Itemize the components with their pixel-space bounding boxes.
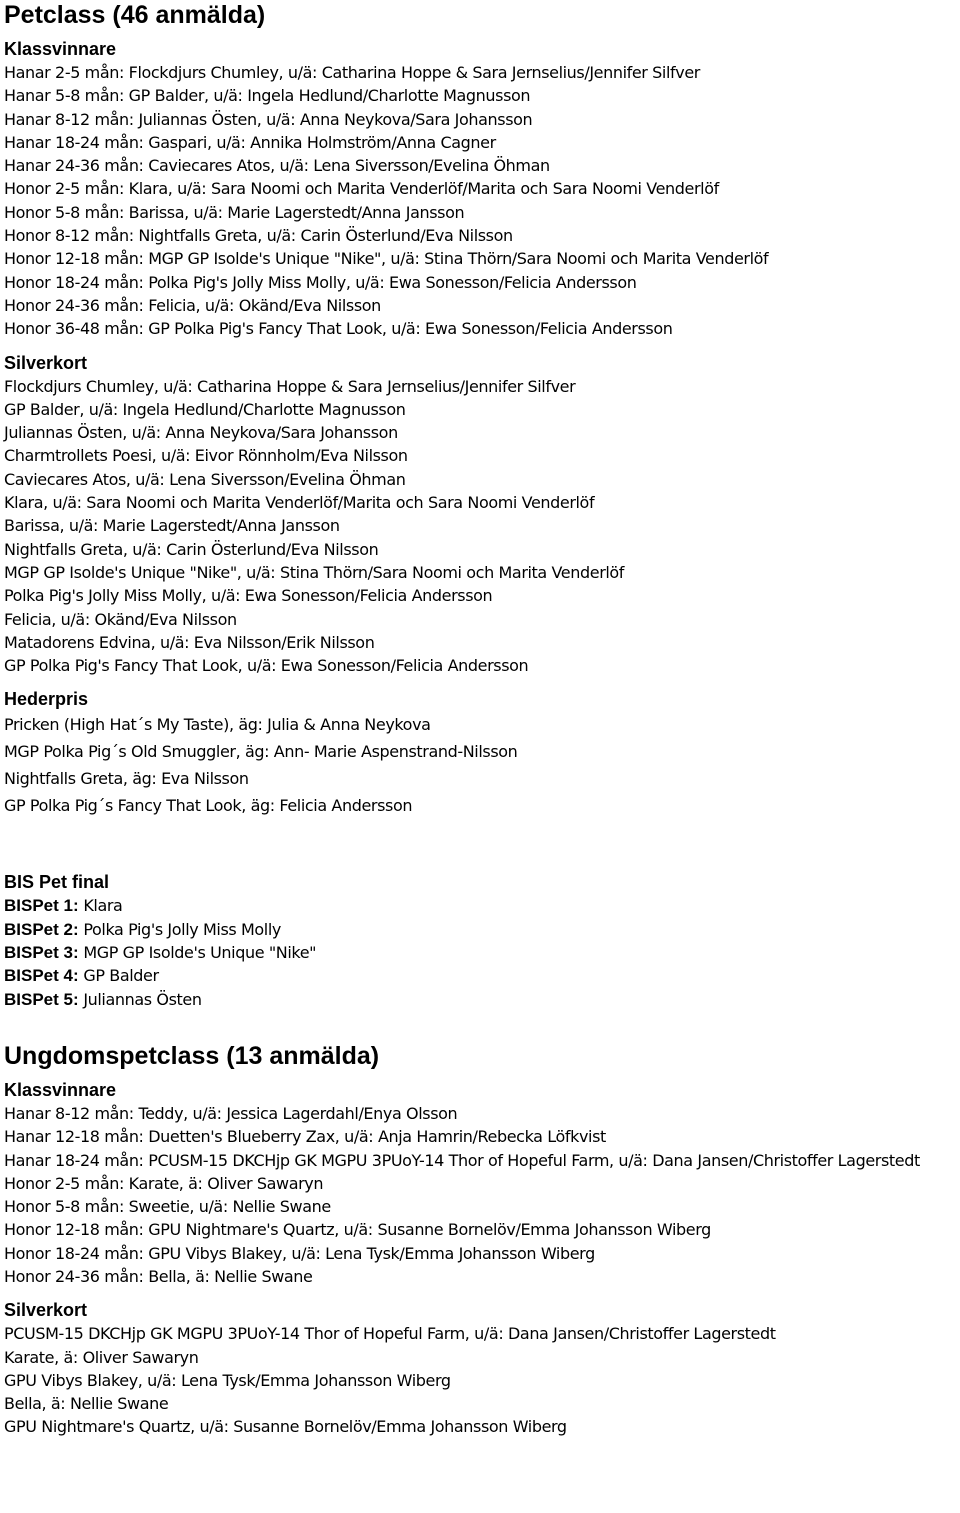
list-item: Felicia, u/ä: Okänd/Eva Nilsson [4,609,237,629]
list-item: GP Polka Pig´s Fancy That Look, äg: Felicia Andersson [4,796,413,816]
list-item: Caviecares Atos, u/ä: Lena Siversson/Evelina Öhman [4,469,406,489]
list-item: Honor 12-18 mån: MGP GP Isolde's Unique "Nike", u/ä: Stina Thörn/Sara Noomi och Marita Venderlöf [4,249,769,269]
list-item: Hanar 5-8 mån: GP Balder, u/ä: Ingela Hedlund/Charlotte Magnusson [4,86,531,106]
list-item: Honor 24-36 mån: Felicia, u/ä: Okänd/Eva Nilsson [4,295,381,315]
section-petclass [4,0,960,1011]
bis-entry [4,964,960,987]
list-item: Honor 24-36 mån: Bella, ä: Nellie Swane [4,1266,313,1286]
bis-entry [4,941,960,964]
list-item: GPU Nightmare's Quartz, u/ä: Susanne Bornelöv/Emma Johansson Wiberg [4,1417,567,1437]
bis-entry [4,918,960,941]
group-lines [4,61,960,341]
list-item: GP Polka Pig's Fancy That Look, u/ä: Ewa Sonesson/Felicia Andersson [4,656,529,676]
list-item: MGP Polka Pig´s Old Smuggler, äg: Ann- Marie Aspenstrand-Nilsson [4,742,518,762]
group-heading-silverkort: Silverkort [4,1300,88,1321]
bis-entries [4,894,960,1010]
bis-entry-label: BISPet 2: [4,919,79,939]
list-item: Polka Pig's Jolly Miss Molly, u/ä: Ewa Sonesson/Felicia Andersson [4,586,493,606]
list-item: Honor 2-5 mån: Karate, ä: Oliver Sawaryn [4,1173,324,1193]
list-item: Nightfalls Greta, äg: Eva Nilsson [4,769,249,789]
list-item: Flockdjurs Chumley, u/ä: Catharina Hoppe & Sara Jernselius/Jennifer Silfver [4,376,576,396]
list-item: Klara, u/ä: Sara Noomi och Marita Venderlöf/Marita och Sara Noomi Venderlöf [4,493,595,513]
list-item: Honor 5-8 mån: Sweetie, u/ä: Nellie Swane [4,1197,331,1217]
list-item: GPU Vibys Blakey, u/ä: Lena Tysk/Emma Johansson Wiberg [4,1370,451,1390]
bis-entry-value: GP Balder [83,966,159,986]
list-item: Honor 5-8 mån: Barissa, u/ä: Marie Lagerstedt/Anna Jansson [4,202,465,222]
section-title: Ungdomspetclass (13 anmälda) [4,1041,380,1070]
section-ungdomspetclass [4,1041,960,1439]
list-item: Hanar 24-36 mån: Caviecares Atos, u/ä: Lena Siversson/Evelina Öhman [4,156,550,176]
list-item: Honor 8-12 mån: Nightfalls Greta, u/ä: Carin Österlund/Eva Nilsson [4,226,513,246]
list-item: PCUSM-15 DKCHjp GK MGPU 3PUoY-14 Thor of Hopeful Farm, u/ä: Dana Jansen/Christoffer Lagerstedt [4,1324,776,1344]
bis-final-block [4,871,960,1010]
group-heading-silverkort: Silverkort [4,352,88,373]
list-item: Honor 36-48 mån: GP Polka Pig's Fancy That Look, u/ä: Ewa Sonesson/Felicia Andersson [4,319,673,339]
group-lines [4,1102,960,1288]
list-item: Hanar 18-24 mån: PCUSM-15 DKCHjp GK MGPU 3PUoY-14 Thor of Hopeful Farm, u/ä: Dana Jansen/Christoffer Lagerstedt [4,1150,920,1170]
list-item: Hanar 2-5 mån: Flockdjurs Chumley, u/ä: Catharina Hoppe & Sara Jernselius/Jennifer Silfver [4,63,700,82]
list-item: Barissa, u/ä: Marie Lagerstedt/Anna Jansson [4,516,340,536]
list-item: MGP GP Isolde's Unique "Nike", u/ä: Stina Thörn/Sara Noomi och Marita Venderlöf [4,562,625,582]
group-heading-klassvinnare: Klassvinnare [4,39,117,59]
list-item: Charmtrollets Poesi, u/ä: Eivor Rönnholm/Eva Nilsson [4,446,408,466]
list-item: Honor 18-24 mån: GPU Vibys Blakey, u/ä: Lena Tysk/Emma Johansson Wiberg [4,1243,595,1263]
bis-entry-value: Polka Pig's Jolly Miss Molly [83,919,281,939]
group-heading-klassvinnare: Klassvinnare [4,1079,117,1100]
bis-entry [4,894,960,917]
list-item: Hanar 18-24 mån: Gaspari, u/ä: Annika Holmström/Anna Cagner [4,132,496,152]
bis-entry-label: BISPet 1: [4,896,79,916]
list-item: Honor 18-24 mån: Polka Pig's Jolly Miss Molly, u/ä: Ewa Sonesson/Felicia Andersson [4,272,637,292]
bis-entry-value: Juliannas Östen [83,989,202,1009]
bis-final-title: BIS Pet final [4,872,110,893]
bis-entry-label: BISPet 3: [4,943,79,963]
list-item: GP Balder, u/ä: Ingela Hedlund/Charlotte Magnusson [4,399,406,419]
section-title: Petclass (46 anmälda) [4,1,266,29]
list-item: Hanar 8-12 mån: Juliannas Östen, u/ä: Anna Neykova/Sara Johansson [4,109,533,129]
list-item: Bella, ä: Nellie Swane [4,1394,169,1414]
bis-entry [4,988,960,1011]
group-lines [4,711,960,819]
list-item: Hanar 8-12 mån: Teddy, u/ä: Jessica Lagerdahl/Enya Olsson [4,1103,458,1123]
list-item: Juliannas Östen, u/ä: Anna Neykova/Sara Johansson [4,423,398,443]
list-item: Matadorens Edvina, u/ä: Eva Nilsson/Erik Nilsson [4,632,375,652]
bis-entry-label: BISPet 5: [4,989,79,1009]
list-item: Honor 2-5 mån: Klara, u/ä: Sara Noomi och Marita Venderlöf/Marita och Sara Noomi Venderlöf [4,179,719,199]
group-lines [4,375,960,678]
group-heading-hederpris: Hederpris [4,689,89,710]
bis-entry-label: BISPet 4: [4,966,79,986]
list-item: Karate, ä: Oliver Sawaryn [4,1347,199,1367]
list-item: Nightfalls Greta, u/ä: Carin Österlund/Eva Nilsson [4,539,379,559]
list-item: Hanar 12-18 mån: Duetten's Blueberry Zax, u/ä: Anja Hamrin/Rebecka Löfkvist [4,1127,606,1147]
bis-entry-value: MGP GP Isolde's Unique "Nike" [83,943,317,963]
bis-entry-value: Klara [83,896,123,916]
list-item: Pricken (High Hat´s My Taste), äg: Julia & Anna Neykova [4,715,431,735]
list-item: Honor 12-18 mån: GPU Nightmare's Quartz, u/ä: Susanne Bornelöv/Emma Johansson Wiberg [4,1220,711,1240]
group-lines [4,1322,960,1438]
